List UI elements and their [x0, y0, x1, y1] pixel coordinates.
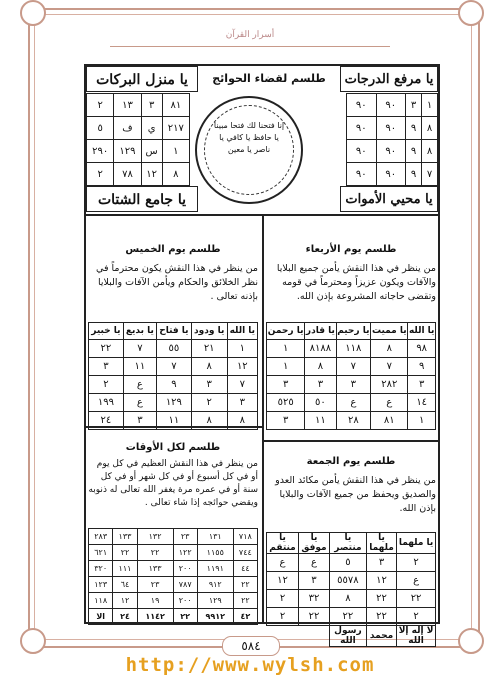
grid-cell: ٧: [371, 358, 408, 376]
top-talisman-title: طلسم لقضاء الحوائج: [212, 72, 326, 85]
grid-row: [347, 163, 438, 186]
grid-cell: ف: [114, 117, 141, 140]
grid-cell: ع: [123, 394, 156, 412]
grid-cell: ١١٨: [89, 593, 113, 609]
grid-cell: ١٢٢: [173, 545, 197, 561]
grid-row: [87, 94, 190, 117]
grid-cell: ٩٠: [347, 163, 377, 186]
wednesday-title: طلسم يوم الأربعاء: [305, 244, 397, 255]
grid-cell: ٢٢: [137, 545, 173, 561]
grid-cell: يا بديع: [123, 323, 156, 340]
grid-cell: ع: [336, 394, 371, 412]
grid-cell: ٩: [406, 117, 422, 140]
all-times-text: من ينظر في هذا النقش العظيم في كل يوم أو في كل أسبوع أو في كل شهر أو في كل سنة أو في عمره مرة يغفر الله تعالى له ذنوبه ويقضي حوائجه إذا شاء تعالى .: [88, 459, 258, 508]
grid-cell: ٣: [123, 412, 156, 430]
grid-cell: ١٢: [227, 358, 257, 376]
grid-row: [267, 358, 436, 376]
grid-cell: ١٣٣: [113, 529, 137, 545]
grid-cell: ١: [162, 140, 189, 163]
grid-cell: ٢: [87, 163, 114, 186]
grid-cell: ١٣: [114, 94, 141, 117]
grid-cell: ٧: [123, 340, 156, 358]
top-right-grid: [346, 93, 438, 186]
grid-row: [87, 163, 190, 186]
grid-row: [347, 117, 438, 140]
grid-cell: ١١: [123, 358, 156, 376]
grid-cell: ٥: [329, 554, 366, 572]
thursday-grid: [88, 322, 258, 430]
grid-cell: ٢: [267, 590, 299, 608]
grid-cell: ع: [371, 394, 408, 412]
grid-cell: ١١٥٥: [197, 545, 233, 561]
grid-cell: ٨: [305, 358, 336, 376]
grid-row: [267, 394, 436, 412]
grid-cell: ٢: [89, 376, 124, 394]
friday-text: من ينظر في هذا النقش يأمن مكائد العدو والصديق ويحفظ من جميع الآفات والبلايا بإذن الله.: [275, 475, 436, 514]
top-header-ornament: [110, 28, 390, 47]
grid-cell: ٢١: [191, 340, 227, 358]
grid-cell: ١: [422, 94, 438, 117]
grid-cell: ٧٤٤: [233, 545, 257, 561]
grid-header-row: [89, 323, 258, 340]
grid-cell: ٩٠: [347, 94, 377, 117]
grid-cell: يا فتاح: [157, 323, 192, 340]
grid-cell: ٢٨: [336, 412, 371, 430]
grid-cell: ٦٢١: [89, 545, 113, 561]
grid-cell: ٢: [87, 94, 114, 117]
grid-cell: ١: [267, 358, 305, 376]
grid-cell: ١٢: [267, 572, 299, 590]
all-times-title: طلسم لكل الأوقات: [125, 442, 221, 453]
grid-cell: رسول الله: [329, 626, 366, 647]
grid-row: [267, 572, 436, 590]
grid-footer-row: [267, 626, 436, 647]
grid-cell: ٦٤: [113, 577, 137, 593]
grid-cell: ع: [397, 572, 436, 590]
grid-row: [267, 376, 436, 394]
grid-cell: يا رحمن: [267, 323, 305, 340]
grid-cell: س: [141, 140, 162, 163]
grid-cell: ٨: [191, 412, 227, 430]
grid-cell: ١٣٣: [137, 561, 173, 577]
grid-cell: ٢٢: [299, 608, 330, 626]
grid-cell: ٢: [191, 394, 227, 412]
grid-cell: يا رحيم: [336, 323, 371, 340]
grid-cell: ٣: [305, 376, 336, 394]
grid-cell: ٥٢٥: [267, 394, 305, 412]
friday-title: طلسم يوم الجمعة: [306, 456, 396, 467]
grid-cell: ٩٠: [376, 117, 405, 140]
seal-text: إنا فتحنا لك فتحا مبينا يا حافظ يا كافي يا ناصر يا معين: [213, 121, 285, 154]
grid-cell: ١١: [305, 412, 336, 430]
frame-corner-ornament: [458, 628, 484, 654]
grid-cell: ٩: [406, 163, 422, 186]
grid-cell: ٩٠: [347, 117, 377, 140]
grid-cell: يا ملهما: [366, 533, 396, 554]
grid-row: [267, 590, 436, 608]
grid-row: [89, 593, 258, 609]
grid-cell: ١٩: [137, 593, 173, 609]
grid-row: [89, 529, 258, 545]
grid-cell: ٧: [336, 358, 371, 376]
grid-cell: ١٢: [141, 163, 162, 186]
grid-cell: ٣٢: [299, 590, 330, 608]
grid-cell: ٩٩١٢: [197, 609, 233, 625]
grid-cell: ١١: [157, 412, 192, 430]
grid-cell: ٨: [227, 412, 257, 430]
grid-cell: يا منتصر: [329, 533, 366, 554]
grid-cell: ٢٢: [397, 590, 436, 608]
frame-corner-ornament: [20, 0, 46, 26]
grid-cell: ٢٤: [89, 412, 124, 430]
grid-cell: ١١٨: [336, 340, 371, 358]
grid-cell: الا: [89, 609, 113, 625]
grid-cell: ٢٣: [173, 529, 197, 545]
grid-row: [89, 577, 258, 593]
grid-cell: ٥: [87, 117, 114, 140]
grid-cell: ٩: [408, 358, 436, 376]
grid-cell: ٧: [422, 163, 438, 186]
grid-cell: ١١٤٢: [137, 609, 173, 625]
grid-cell: ٨: [329, 590, 366, 608]
grid-row: [347, 140, 438, 163]
grid-cell: ٨: [191, 358, 227, 376]
grid-row: [267, 554, 436, 572]
grid-cell: يا الله: [408, 323, 436, 340]
grid-cell: ٣: [336, 376, 371, 394]
top-header: أسرار القرآن: [225, 30, 275, 40]
grid-cell: ٥٥: [157, 340, 192, 358]
frame-corner-ornament: [458, 0, 484, 26]
top-left-grid: [86, 93, 190, 186]
grid-cell: ٣: [89, 358, 124, 376]
grid-cell: ٣: [227, 394, 257, 412]
grid-cell: ٢٢: [329, 608, 366, 626]
grid-cell: ٧١٨: [233, 529, 257, 545]
grid-cell: ١١١: [113, 561, 137, 577]
divider: [262, 440, 440, 442]
grid-cell: يا مميت: [371, 323, 408, 340]
grid-cell: ع: [267, 554, 299, 572]
grid-cell: ٢: [397, 608, 436, 626]
grid-cell: يا منتقم: [267, 533, 299, 554]
grid-cell: ١٣١: [197, 529, 233, 545]
band-top-right: يا مرفع الدرجات: [340, 66, 438, 92]
wednesday-grid: [266, 322, 436, 430]
grid-cell: ٩٠: [376, 140, 405, 163]
grid-cell: ٣: [299, 572, 330, 590]
grid-cell: ٨١: [162, 94, 189, 117]
grid-cell: ١: [267, 340, 305, 358]
grid-cell: ٨١٨٨: [305, 340, 336, 358]
grid-cell: ٧٨٧: [173, 577, 197, 593]
divider: [262, 214, 264, 624]
grid-cell: ٢٠٠: [173, 561, 197, 577]
grid-row: [347, 94, 438, 117]
grid-cell: ٣: [267, 376, 305, 394]
grid-cell: ٢٢: [113, 545, 137, 561]
grid-row: [89, 340, 258, 358]
grid-cell: ١: [227, 340, 257, 358]
grid-header-row: [267, 533, 436, 554]
band-bottom-left: يا جامع الشتات: [86, 186, 198, 212]
grid-row: [89, 376, 258, 394]
grid-cell: ٢: [397, 554, 436, 572]
thursday-text: من ينظر في هذا النقش يكون محترماً في نظر الخلائق والحكام ويأمن الآفات والبلايا بإذنه تعالى .: [96, 263, 258, 302]
grid-header-row: [267, 323, 436, 340]
grid-cell: ١٣٢: [137, 529, 173, 545]
grid-cell: ٨: [422, 117, 438, 140]
grid-cell: ٢٠٠: [173, 593, 197, 609]
grid-cell: ٧٨: [114, 163, 141, 186]
grid-cell: ٥٠: [305, 394, 336, 412]
grid-cell: ٢٢: [233, 593, 257, 609]
grid-cell: ٢٨٢: [371, 376, 408, 394]
grid-cell: ٢٣: [137, 577, 173, 593]
grid-cell: يا قادر: [305, 323, 336, 340]
grid-row: [267, 412, 436, 430]
grid-cell: ٣: [267, 412, 305, 430]
grid-cell: يا ودود: [191, 323, 227, 340]
band-bottom-right: يا محيي الأموات: [340, 186, 438, 212]
grid-row: [87, 140, 190, 163]
grid-row: [89, 561, 258, 577]
grid-cell: ي: [141, 117, 162, 140]
grid-cell: ع: [299, 554, 330, 572]
grid-cell: يا ملهما: [397, 533, 436, 554]
grid-cell: ٢: [267, 608, 299, 626]
grid-cell: ٢٢: [366, 608, 396, 626]
grid-row: [87, 117, 190, 140]
grid-cell: ٢٢: [173, 609, 197, 625]
grid-cell: ٩٨: [408, 340, 436, 358]
grid-cell: ١: [408, 412, 436, 430]
grid-cell: ٩٠: [347, 140, 377, 163]
page-number: ٥٨٤: [222, 636, 280, 656]
frame-corner-ornament: [20, 628, 46, 654]
grid-row: [89, 394, 258, 412]
band-top-left: يا منزل البركات: [86, 66, 198, 92]
grid-cell: ٣: [366, 554, 396, 572]
grid-cell: ١٢: [366, 572, 396, 590]
grid-cell: ٨١: [371, 412, 408, 430]
grid-cell: محمد: [366, 626, 396, 647]
grid-cell: ٣: [191, 376, 227, 394]
grid-cell: ٢٢: [233, 577, 257, 593]
grid-cell: ١٤: [408, 394, 436, 412]
grid-cell: يا خبير: [89, 323, 124, 340]
grid-cell: ٩: [406, 140, 422, 163]
grid-cell: ٣٢٠: [89, 561, 113, 577]
grid-row: [89, 545, 258, 561]
grid-cell: لا إله إلا الله: [397, 626, 436, 647]
friday-grid: [266, 532, 436, 647]
grid-cell: ٨: [422, 140, 438, 163]
grid-cell: ٩١٢: [197, 577, 233, 593]
grid-cell: ٩: [157, 376, 192, 394]
grid-cell: ٢٨٣: [89, 529, 113, 545]
grid-cell: ١١٩١: [197, 561, 233, 577]
grid-cell: ٥٥٧٨: [329, 572, 366, 590]
grid-cell: ١٢٩: [114, 140, 141, 163]
grid-cell: ١٢: [113, 593, 137, 609]
grid-row: [267, 608, 436, 626]
grid-cell: ٢٢: [89, 340, 124, 358]
grid-cell: ٢٢: [366, 590, 396, 608]
grid-cell: ٢٤: [113, 609, 137, 625]
grid-cell: ٨: [371, 340, 408, 358]
grid-cell: يا موفق: [299, 533, 330, 554]
grid-cell: ٨: [162, 163, 189, 186]
grid-cell: ١٢٩: [197, 593, 233, 609]
grid-cell: ٧: [157, 358, 192, 376]
grid-cell: ١٢٣: [89, 577, 113, 593]
grid-cell: ٩٠: [376, 163, 405, 186]
grid-cell: ٣: [406, 94, 422, 117]
grid-row: [89, 412, 258, 430]
grid-cell: ٩٠: [376, 94, 405, 117]
grid-cell: ٣: [141, 94, 162, 117]
grid-cell: ٢١٧: [162, 117, 189, 140]
grid-row: [89, 358, 258, 376]
grid-cell: ٤٤: [233, 561, 257, 577]
all-times-grid: [88, 528, 258, 625]
site-url[interactable]: http://www.wylsh.com: [125, 654, 375, 676]
grid-cell: ٤٢: [233, 609, 257, 625]
thursday-title: طلسم يوم الخميس: [125, 244, 221, 255]
grid-footer-row: [89, 609, 258, 625]
grid-cell: ٣: [408, 376, 436, 394]
grid-cell: ١٩٩: [89, 394, 124, 412]
wednesday-text: من ينظر في هذا النقش يأمن جميع البلايا والآفات ويكون عزيزاً ومحترماً في قومه وتقضى حاجاته المشروعة بإذن الله.: [276, 263, 436, 302]
grid-cell: يا الله: [227, 323, 257, 340]
grid-row: [267, 340, 436, 358]
grid-cell: ١٢٩: [157, 394, 192, 412]
grid-cell: ع: [123, 376, 156, 394]
grid-cell: ٧: [227, 376, 257, 394]
grid-cell: ٢٩٠: [87, 140, 114, 163]
